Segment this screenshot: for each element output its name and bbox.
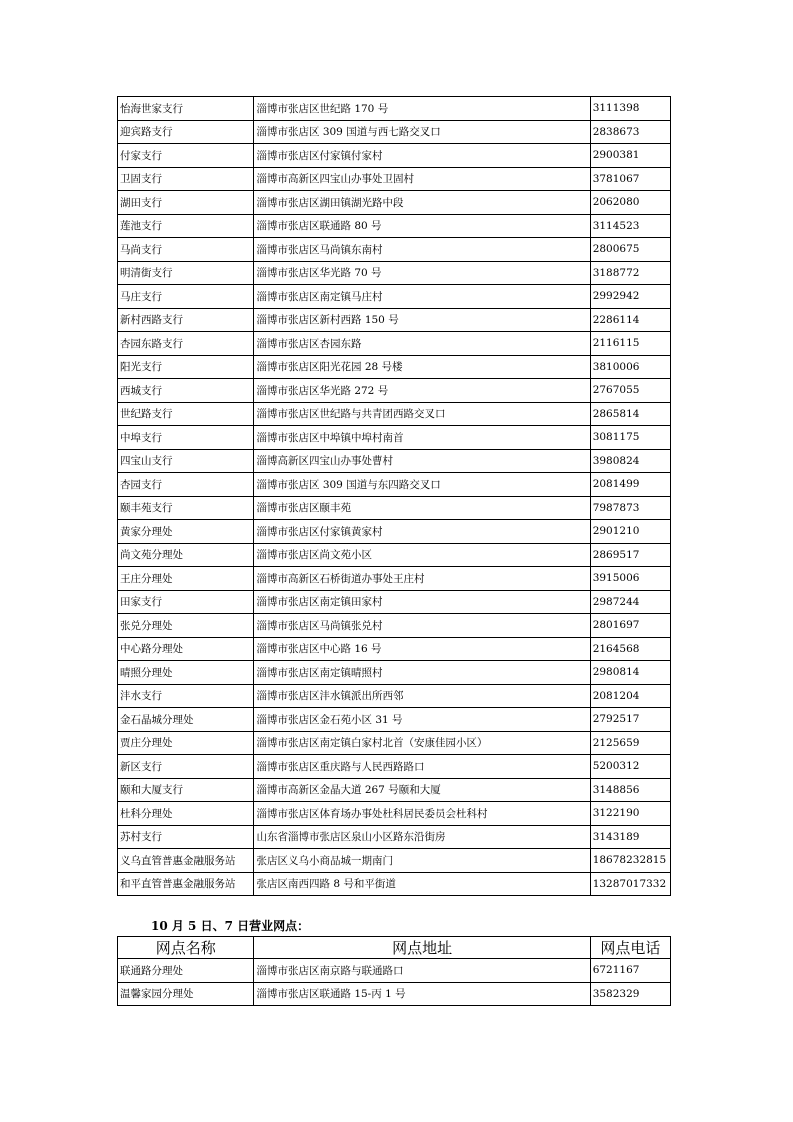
table-row (118, 590, 671, 614)
branch-name: 贾庄分理处 (118, 731, 254, 755)
table-row (118, 825, 671, 849)
branch-name: 晴照分理处 (118, 661, 254, 685)
branch-name: 沣水支行 (118, 684, 254, 708)
branch-name: 卫固支行 (118, 167, 254, 191)
branch-name: 阳光支行 (118, 355, 254, 379)
branch-phone: 3114523 (590, 214, 670, 238)
branch-phone: 3188772 (590, 261, 670, 285)
branch-address: 淄博市张店区南京路与联通路口 (254, 959, 590, 983)
holiday-branch-table (117, 936, 671, 1006)
branch-phone: 2081499 (590, 473, 670, 497)
branch-name: 田家支行 (118, 590, 254, 614)
branch-address: 淄博市张店区世纪路与共青团西路交叉口 (254, 402, 590, 426)
header-name: 网点名称 (118, 937, 254, 959)
branch-address: 山东省淄博市张店区泉山小区路东沿街房 (254, 825, 590, 849)
branch-address: 淄博市张店区新村西路 150 号 (254, 308, 590, 332)
table-row (118, 661, 671, 685)
table-row (118, 755, 671, 779)
branch-address: 淄博市张店区金石苑小区 31 号 (254, 708, 590, 732)
table-row (118, 97, 671, 121)
table-row (118, 684, 671, 708)
branch-phone: 6721167 (590, 959, 670, 983)
branch-address: 淄博市张店区南定镇白家村北首（安康佳园小区） (254, 731, 590, 755)
table-row (118, 332, 671, 356)
branch-name: 杏园支行 (118, 473, 254, 497)
branch-address: 淄博市张店区南定镇马庄村 (254, 285, 590, 309)
branch-name: 黄家分理处 (118, 520, 254, 544)
table-row (118, 191, 671, 215)
table-row (118, 802, 671, 826)
branch-phone: 3810006 (590, 355, 670, 379)
branch-phone: 2865814 (590, 402, 670, 426)
branch-name: 王庄分理处 (118, 567, 254, 591)
table-row (118, 982, 671, 1006)
branch-phone: 2286114 (590, 308, 670, 332)
branch-address: 淄博市张店区湖田镇湖光路中段 (254, 191, 590, 215)
table-row (118, 731, 671, 755)
header-address: 网点地址 (254, 937, 590, 959)
branch-phone: 2792517 (590, 708, 670, 732)
branch-phone: 5200312 (590, 755, 670, 779)
branch-name: 世纪路支行 (118, 402, 254, 426)
table-row (118, 379, 671, 403)
branch-address: 淄博市张店区华光路 272 号 (254, 379, 590, 403)
branch-address: 淄博市张店区阳光花园 28 号楼 (254, 355, 590, 379)
section-title: 10 月 5 日、7 日营业网点： (151, 919, 310, 933)
branch-address: 淄博市张店区杏园东路 (254, 332, 590, 356)
branch-phone: 2767055 (590, 379, 670, 403)
table-row (118, 567, 671, 591)
branch-phone: 3111398 (590, 97, 670, 121)
branch-phone: 3148856 (590, 778, 670, 802)
branch-address: 淄博市张店区颐丰苑 (254, 496, 590, 520)
branch-address: 淄博市张店区联通路 15-丙 1 号 (254, 982, 590, 1006)
branch-address: 淄博市张店区联通路 80 号 (254, 214, 590, 238)
branch-name: 明清街支行 (118, 261, 254, 285)
branch-phone: 2869517 (590, 543, 670, 567)
table-row (118, 261, 671, 285)
branch-name: 怡海世家支行 (118, 97, 254, 121)
branch-name: 新村西路支行 (118, 308, 254, 332)
table-row (118, 426, 671, 450)
branch-address: 淄博市张店区 309 国道与东四路交叉口 (254, 473, 590, 497)
table-row (118, 959, 671, 983)
branch-address: 淄博市张店区中心路 16 号 (254, 637, 590, 661)
branch-name: 和平直管普惠金融服务站 (118, 872, 254, 896)
branch-address: 淄博市张店区南定镇晴照村 (254, 661, 590, 685)
branch-phone: 3122190 (590, 802, 670, 826)
table-row (118, 285, 671, 309)
branch-phone: 2987244 (590, 590, 670, 614)
branch-phone: 2164568 (590, 637, 670, 661)
branch-name: 中心路分理处 (118, 637, 254, 661)
branch-name: 湖田支行 (118, 191, 254, 215)
branch-phone: 2116115 (590, 332, 670, 356)
branch-address: 淄博市张店区 309 国道与西七路交叉口 (254, 120, 590, 144)
branch-name: 马庄支行 (118, 285, 254, 309)
table-row (118, 214, 671, 238)
branch-address: 淄博市张店区沣水镇派出所西邻 (254, 684, 590, 708)
branch-phone: 2800675 (590, 238, 670, 262)
branch-address: 淄博市张店区体育场办事处杜科居民委员会杜科村 (254, 802, 590, 826)
branch-name: 新区支行 (118, 755, 254, 779)
branch-name: 尚文苑分理处 (118, 543, 254, 567)
branch-name: 莲池支行 (118, 214, 254, 238)
table-row (118, 144, 671, 168)
branch-phone: 3915006 (590, 567, 670, 591)
branch-address: 淄博高新区四宝山办事处曹村 (254, 449, 590, 473)
table-row (118, 778, 671, 802)
branch-phone: 2062080 (590, 191, 670, 215)
table-header-row (118, 937, 671, 959)
branch-name: 张兑分理处 (118, 614, 254, 638)
branch-address: 张店区义乌小商品城一期南门 (254, 849, 590, 873)
branch-name: 中埠支行 (118, 426, 254, 450)
branch-name: 颐丰苑支行 (118, 496, 254, 520)
branch-address: 淄博市张店区付家镇付家村 (254, 144, 590, 168)
table-row (118, 849, 671, 873)
branch-name: 迎宾路支行 (118, 120, 254, 144)
branch-name: 四宝山支行 (118, 449, 254, 473)
branch-name: 义乌直管普惠金融服务站 (118, 849, 254, 873)
branch-phone: 2901210 (590, 520, 670, 544)
branch-phone: 3081175 (590, 426, 670, 450)
branch-name: 金石晶城分理处 (118, 708, 254, 732)
branch-address: 淄博市高新区石桥街道办事处王庄村 (254, 567, 590, 591)
branch-name: 温馨家园分理处 (118, 982, 254, 1006)
branch-address: 淄博市张店区马尚镇东南村 (254, 238, 590, 262)
branch-phone: 2838673 (590, 120, 670, 144)
table-row (118, 496, 671, 520)
header-phone: 网点电话 (590, 937, 670, 959)
branch-phone: 3143189 (590, 825, 670, 849)
branch-phone: 18678232815 (590, 849, 670, 873)
branch-name: 付家支行 (118, 144, 254, 168)
table-row (118, 543, 671, 567)
branch-phone: 2125659 (590, 731, 670, 755)
branch-phone: 7987873 (590, 496, 670, 520)
table-row (118, 449, 671, 473)
branch-phone: 2992942 (590, 285, 670, 309)
branch-address: 淄博市张店区付家镇黄家村 (254, 520, 590, 544)
table-row (118, 708, 671, 732)
table-row (118, 520, 671, 544)
table-row (118, 120, 671, 144)
branch-address: 淄博市张店区中埠镇中埠村南首 (254, 426, 590, 450)
table-row (118, 637, 671, 661)
branch-address: 淄博市张店区尚文苑小区 (254, 543, 590, 567)
branch-name: 杜科分理处 (118, 802, 254, 826)
branch-name: 杏园东路支行 (118, 332, 254, 356)
branch-name: 马尚支行 (118, 238, 254, 262)
branch-address: 淄博市张店区马尚镇张兑村 (254, 614, 590, 638)
branch-phone: 2081204 (590, 684, 670, 708)
branch-name: 苏村支行 (118, 825, 254, 849)
branch-phone: 2980814 (590, 661, 670, 685)
branch-name: 联通路分理处 (118, 959, 254, 983)
branch-name: 西城支行 (118, 379, 254, 403)
branch-address: 张店区南西四路 8 号和平街道 (254, 872, 590, 896)
branch-address: 淄博市高新区金晶大道 267 号颐和大厦 (254, 778, 590, 802)
branch-name: 颐和大厦支行 (118, 778, 254, 802)
branch-phone: 3582329 (590, 982, 670, 1006)
table-row (118, 614, 671, 638)
branch-phone: 3980824 (590, 449, 670, 473)
table-row (118, 308, 671, 332)
branch-address: 淄博市张店区华光路 70 号 (254, 261, 590, 285)
branch-address: 淄博市张店区南定镇田家村 (254, 590, 590, 614)
branch-phone: 3781067 (590, 167, 670, 191)
table-row (118, 473, 671, 497)
branch-phone: 13287017332 (590, 872, 670, 896)
branch-table (117, 96, 671, 896)
table-row (118, 238, 671, 262)
branch-phone: 2801697 (590, 614, 670, 638)
branch-address: 淄博市张店区重庆路与人民西路路口 (254, 755, 590, 779)
branch-address: 淄博市高新区四宝山办事处卫固村 (254, 167, 590, 191)
table-row (118, 167, 671, 191)
table-row (118, 872, 671, 896)
branch-address: 淄博市张店区世纪路 170 号 (254, 97, 590, 121)
branch-phone: 2900381 (590, 144, 670, 168)
table-row (118, 355, 671, 379)
table-row (118, 402, 671, 426)
